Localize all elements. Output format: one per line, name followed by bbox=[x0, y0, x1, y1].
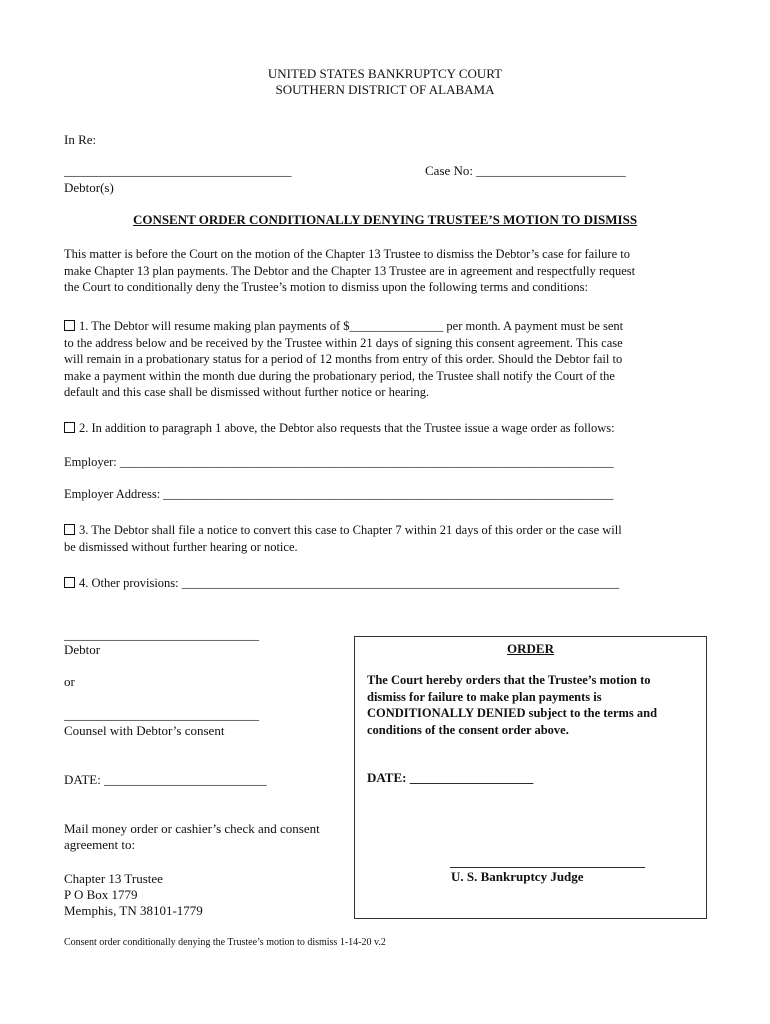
order-body bbox=[367, 672, 657, 738]
item-4-checkbox[interactable] bbox=[64, 577, 75, 588]
intro-line: make Chapter 13 plan payments. The Debtor and the Chapter 13 Trustee are in agreement and respectfully request bbox=[64, 263, 636, 278]
item-1-paragraph bbox=[64, 318, 704, 401]
item-1-line: to the address below and be received by the Trustee within 21 days of signing this consent agreement. This case bbox=[64, 335, 623, 350]
item-2-text: 2. In addition to paragraph 1 above, the Debtor also requests that the Trustee issue a wage order as follows: bbox=[79, 421, 615, 435]
counsel-signature-line[interactable]: ______________________________ bbox=[64, 707, 259, 722]
item-4-paragraph bbox=[64, 575, 704, 592]
mail-instruction: Mail money order or cashier’s check and consent bbox=[64, 821, 320, 836]
debtor-signature-label: Debtor bbox=[64, 642, 101, 657]
item-1-line: default and this case shall be dismissed without further notice or hearing. bbox=[64, 385, 430, 399]
order-body-line: The Court hereby orders that the Trustee’s motion to bbox=[367, 673, 651, 687]
item-1-checkbox[interactable] bbox=[64, 320, 75, 331]
judge-signature-label: U. S. Bankruptcy Judge bbox=[451, 869, 584, 884]
item-3-text: 3. The Debtor shall file a notice to convert this case to Chapter 7 within 21 days of this order or the case will bbox=[79, 523, 622, 537]
court-district: SOUTHERN DISTRICT OF ALABAMA bbox=[275, 82, 495, 97]
debtor-label: Debtor(s) bbox=[64, 180, 114, 195]
order-body-line: conditions of the consent order above. bbox=[367, 722, 569, 737]
item-3-line: be dismissed without further hearing or notice. bbox=[64, 539, 298, 554]
trustee-address: Chapter 13 Trustee bbox=[64, 871, 163, 886]
debtor-signature-line[interactable]: ______________________________ bbox=[64, 627, 259, 642]
employer-field[interactable]: Employer: _______________________________________________________________________________ bbox=[64, 455, 614, 469]
debtor-date-field[interactable]: DATE: _________________________ bbox=[64, 772, 267, 787]
order-body-line: CONDITIONALLY DENIED subject to the terms and bbox=[367, 706, 658, 720]
employer-address-field[interactable]: Employer Address: ________________________________________________________________________ bbox=[64, 487, 614, 501]
item-3-checkbox[interactable] bbox=[64, 524, 75, 535]
intro-line: the Court to conditionally deny the Trustee’s motion to dismiss upon the following terms and conditions: bbox=[64, 280, 588, 294]
item-4-text[interactable]: 4. Other provisions: ______________________________________________________________________ bbox=[79, 576, 620, 590]
order-heading: ORDER bbox=[507, 641, 554, 656]
document-title: CONSENT ORDER CONDITIONALLY DENYING TRUSTEE’S MOTION TO DISMISS bbox=[132, 212, 638, 227]
item-1-line: make a payment within the month due during the probationary period, the Trustee shall notify the Court of the bbox=[64, 368, 615, 383]
order-body-line: dismiss for failure to make plan payments is bbox=[367, 689, 602, 704]
trustee-address: Memphis, TN 38101-1779 bbox=[64, 903, 203, 918]
court-name: UNITED STATES BANKRUPTCY COURT bbox=[267, 66, 503, 81]
order-box bbox=[354, 636, 707, 919]
trustee-address: P O Box 1779 bbox=[64, 887, 138, 902]
or-label: or bbox=[64, 674, 75, 689]
footer-text: Consent order conditionally denying the Trustee’s motion to dismiss 1-14-20 v.2 bbox=[64, 937, 386, 948]
intro-paragraph bbox=[64, 246, 704, 296]
item-3-paragraph bbox=[64, 522, 704, 555]
item-2-paragraph bbox=[64, 420, 704, 437]
debtor-name-field[interactable]: ___________________________________ bbox=[64, 163, 292, 178]
item-2-checkbox[interactable] bbox=[64, 422, 75, 433]
in-re-label: In Re: bbox=[64, 132, 97, 147]
case-number-field[interactable]: Case No: _______________________ bbox=[425, 163, 626, 178]
item-1-line: will remain in a probationary status for a period of 12 months from entry of this order. Should the Debtor fail to bbox=[64, 352, 623, 366]
order-date-field[interactable]: DATE: ___________________ bbox=[367, 770, 534, 785]
mail-instruction: agreement to: bbox=[64, 837, 136, 852]
item-1-text: 1. The Debtor will resume making plan payments of $_______________ per month. A payment must be sent bbox=[79, 319, 624, 333]
judge-signature-line[interactable]: ______________________________ bbox=[450, 854, 645, 869]
counsel-signature-label: Counsel with Debtor’s consent bbox=[64, 723, 225, 738]
intro-line: This matter is before the Court on the motion of the Chapter 13 Trustee to dismiss the Debtor’s case for failure to bbox=[64, 247, 630, 261]
